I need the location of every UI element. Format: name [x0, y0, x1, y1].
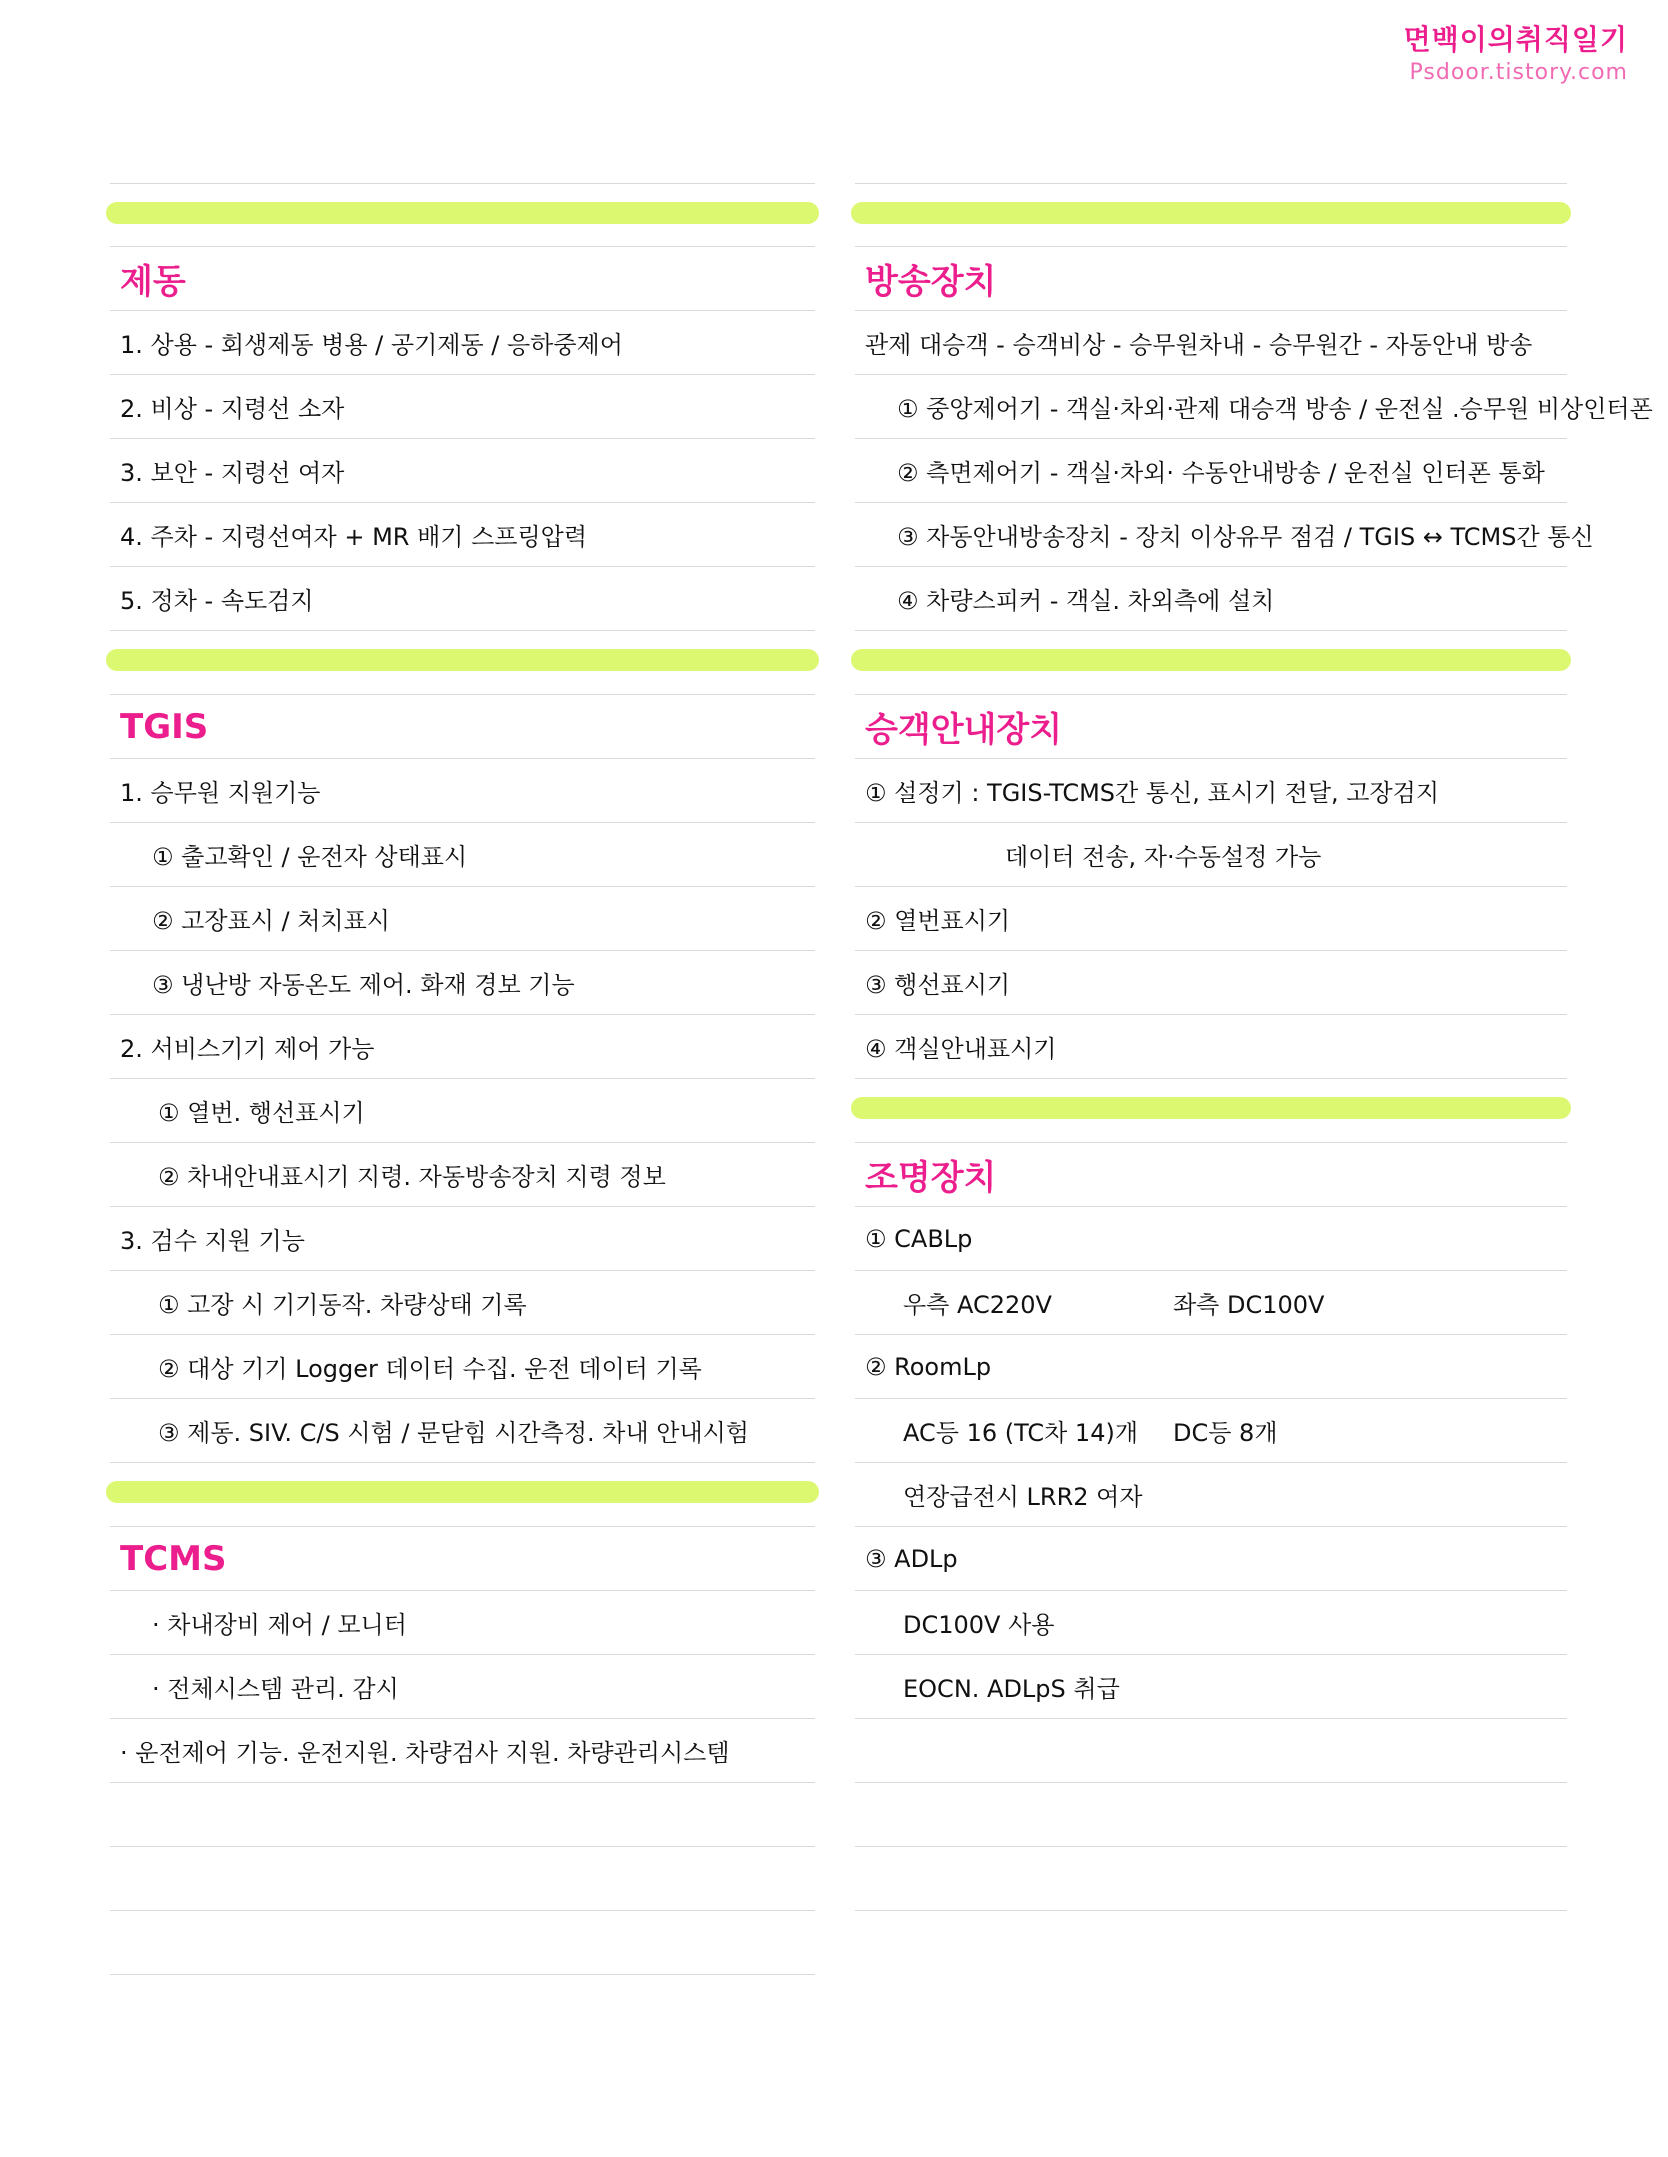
tgis-item: ② 차내안내표시기 지령. 자동방송장치 지령 정보	[110, 1143, 815, 1207]
lighting-cablp-right: 우측 AC220V	[903, 1291, 1052, 1319]
tcms-item: · 차내장비 제어 / 모니터	[110, 1591, 815, 1655]
empty-line	[855, 1783, 1567, 1847]
right-column	[855, 183, 1653, 1911]
lighting-adlp-dc: DC100V 사용	[855, 1591, 1567, 1655]
left-column	[110, 183, 815, 1975]
tgis-item: ③ 냉난방 자동온도 제어. 화재 경보 기능	[110, 951, 815, 1015]
tgis-item: ① 열번. 행선표시기	[110, 1079, 815, 1143]
broadcast-item: ③ 자동안내방송장치 - 장치 이상유무 점검 / TGIS ↔ TCMS간 통신	[855, 503, 1567, 567]
tgis-item: 1. 승무원 지원기능	[110, 759, 815, 823]
empty-line	[855, 1847, 1567, 1911]
broadcast-heading: 방송장치	[855, 247, 1567, 311]
passenger-info-item: 데이터 전송, 자·수동설정 가능	[855, 823, 1567, 887]
watermark	[1404, 18, 1628, 85]
tgis-item: ① 고장 시 기기동작. 차량상태 기록	[110, 1271, 815, 1335]
lighting-heading: 조명장치	[855, 1143, 1567, 1207]
highlight-bar	[855, 183, 1567, 247]
tgis-item: ③ 제동. SIV. C/S 시험 / 문닫힘 시간측정. 차내 안내시험	[110, 1399, 815, 1463]
tgis-item: ② 고장표시 / 처치표시	[110, 887, 815, 951]
passenger-info-item: ② 열번표시기	[855, 887, 1567, 951]
lighting-dc-count: DC등 8개	[1173, 1419, 1278, 1447]
broadcast-item: ④ 차량스피커 - 객실. 차외측에 설치	[855, 567, 1567, 631]
highlight-bar	[110, 183, 815, 247]
lighting-extension: 연장급전시 LRR2 여자	[855, 1463, 1567, 1527]
watermark-site: Psdoor.tistory.com	[1409, 60, 1628, 85]
tgis-item: ② 대상 기기 Logger 데이터 수집. 운전 데이터 기록	[110, 1335, 815, 1399]
highlight-bar	[855, 631, 1567, 695]
passenger-info-item: ① 설정기 : TGIS-TCMS간 통신, 표시기 전달, 고장검지	[855, 759, 1567, 823]
broadcast-item: ① 중앙제어기 - 객실·차외·관제 대승객 방송 / 운전실 .승무원 비상인터폰	[855, 375, 1567, 439]
braking-item: 2. 비상 - 지령선 소자	[110, 375, 815, 439]
tcms-item: · 전체시스템 관리. 감시	[110, 1655, 815, 1719]
tcms-heading: TCMS	[110, 1527, 815, 1591]
watermark-title: 면백이의취직일기	[1403, 23, 1628, 56]
tgis-heading: TGIS	[110, 695, 815, 759]
tgis-item: 3. 검수 지원 기능	[110, 1207, 815, 1271]
braking-item: 1. 상용 - 회생제동 병용 / 공기제동 / 응하중제어	[110, 311, 815, 375]
braking-item: 3. 보안 - 지령선 여자	[110, 439, 815, 503]
highlight-bar	[855, 1079, 1567, 1143]
lighting-cablp-left: 좌측 DC100V	[1173, 1291, 1325, 1319]
lighting-roomlp: ② RoomLp	[855, 1335, 1567, 1399]
empty-line	[110, 1783, 815, 1847]
highlight-bar	[110, 631, 815, 695]
empty-line	[110, 1911, 815, 1975]
lighting-cablp: ① CABLp	[855, 1207, 1567, 1271]
empty-line	[855, 1719, 1567, 1783]
passenger-info-item: ③ 행선표시기	[855, 951, 1567, 1015]
lighting-roomlp-count	[855, 1399, 1567, 1463]
tgis-item: 2. 서비스기기 제어 가능	[110, 1015, 815, 1079]
broadcast-item: 관제 대승객 - 승객비상 - 승무원차내 - 승무원간 - 자동안내 방송	[855, 311, 1567, 375]
lighting-adlp-eocn: EOCN. ADLpS 취급	[855, 1655, 1567, 1719]
lighting-cablp-voltage	[855, 1271, 1567, 1335]
braking-item: 5. 정차 - 속도검지	[110, 567, 815, 631]
passenger-info-heading: 승객안내장치	[855, 695, 1567, 759]
braking-heading: 제동	[110, 247, 815, 311]
empty-line	[110, 1847, 815, 1911]
tgis-item: ① 출고확인 / 운전자 상태표시	[110, 823, 815, 887]
tcms-item: · 운전제어 기능. 운전지원. 차량검사 지원. 차량관리시스템	[110, 1719, 815, 1783]
broadcast-item: ② 측면제어기 - 객실·차외· 수동안내방송 / 운전실 인터폰 통화	[855, 439, 1567, 503]
braking-item: 4. 주차 - 지령선여자 + MR 배기 스프링압력	[110, 503, 815, 567]
lighting-adlp: ③ ADLp	[855, 1527, 1567, 1591]
passenger-info-item: ④ 객실안내표시기	[855, 1015, 1567, 1079]
highlight-bar	[110, 1463, 815, 1527]
lighting-ac-count: AC등 16 (TC차 14)개	[903, 1419, 1139, 1447]
